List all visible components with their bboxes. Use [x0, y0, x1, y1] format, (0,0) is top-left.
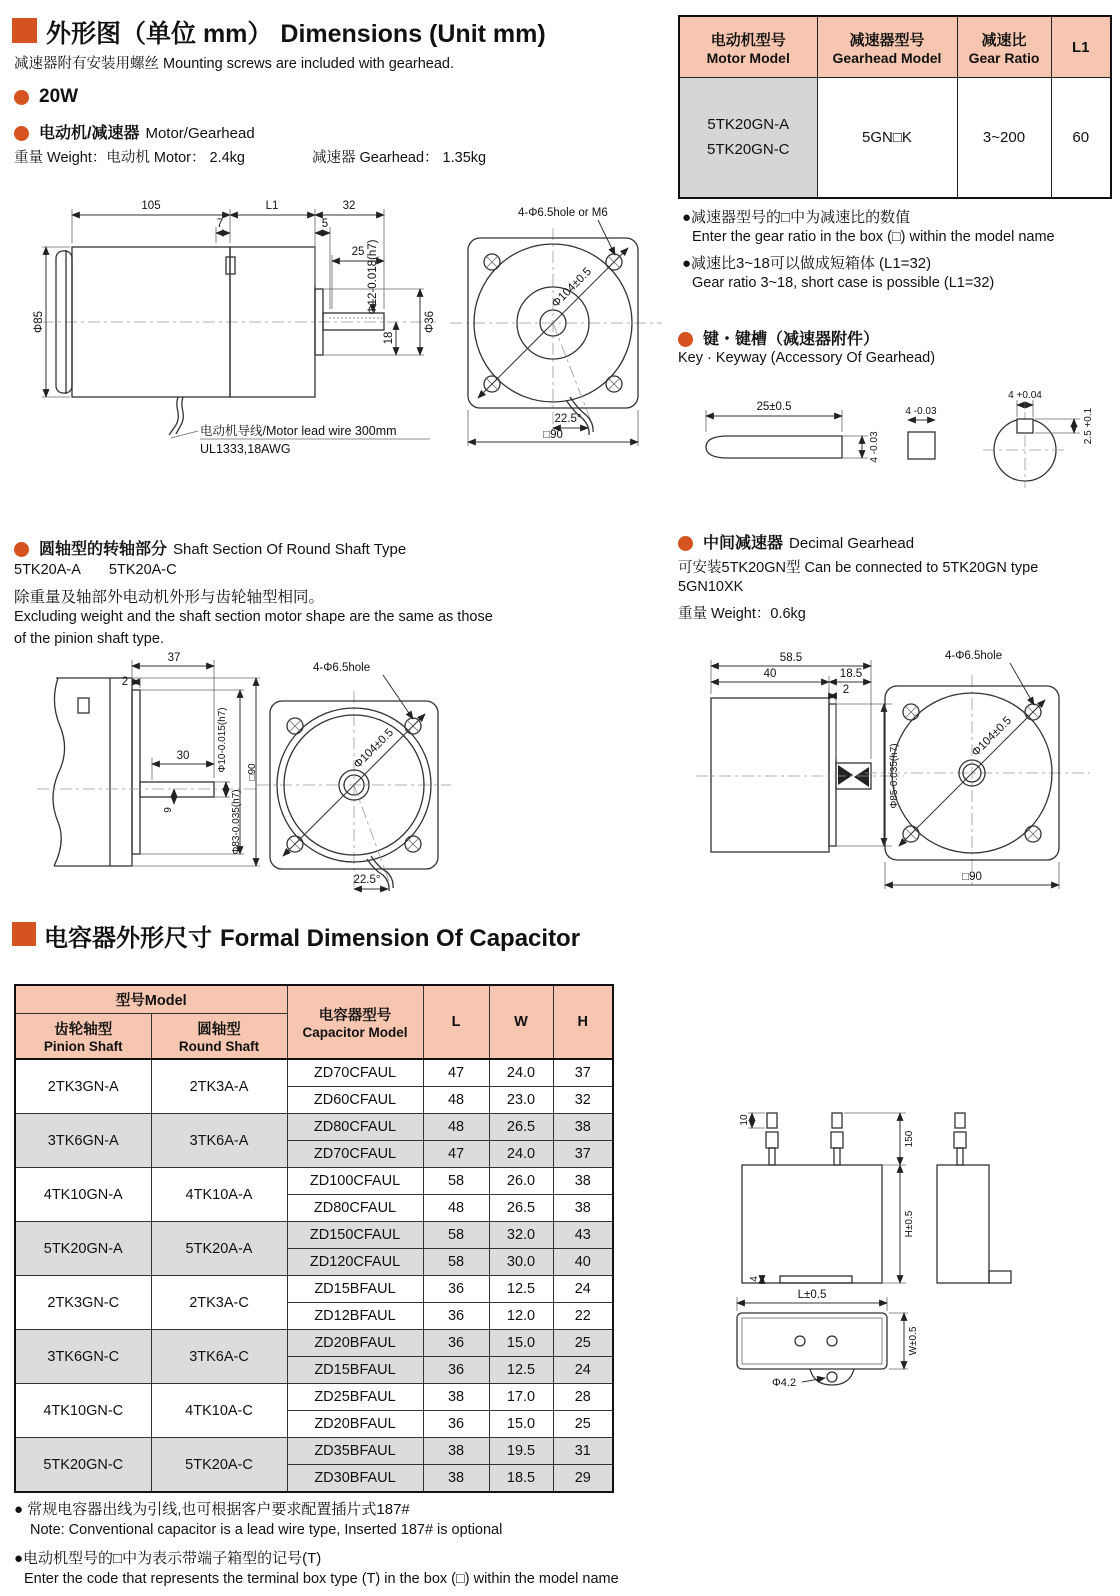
- cell: 12.0: [489, 1303, 553, 1330]
- round-shaft-side-drawing: [22, 652, 262, 897]
- cell: ZD25BFAUL: [287, 1384, 423, 1411]
- dim-label: 18.5: [839, 668, 863, 680]
- dim-label: 40: [763, 668, 777, 680]
- shaft-section-heading: 圆轴型的转轴部分 Shaft Section Of Round Shaft Type: [14, 536, 406, 559]
- dim-label: Φ10-0.015(h7): [217, 707, 228, 773]
- cell: ZD60CFAUL: [287, 1087, 423, 1114]
- cell: 23.0: [489, 1087, 553, 1114]
- cell: ZD100CFAUL: [287, 1168, 423, 1195]
- cell: 26.0: [489, 1168, 553, 1195]
- dim-label: Φ104±0.5: [969, 714, 1015, 760]
- table-row: [15, 1168, 613, 1195]
- cell: 43: [553, 1222, 613, 1249]
- table-header-row: [15, 985, 613, 1013]
- cell: 19.5: [489, 1438, 553, 1465]
- shaft-desc-zh: 除重量及轴部外电动机外形与齿轮轴型相同。: [14, 589, 325, 606]
- cell: 12.5: [489, 1357, 553, 1384]
- dim-label: 4 +0.04: [1008, 390, 1042, 401]
- cell-pinion: 2TK3GN-C: [15, 1276, 151, 1330]
- section-subtitle: 减速器附有安装用螺丝 Mounting screws are included with gearhead.: [14, 56, 454, 72]
- dim-label: 22.5°: [353, 874, 381, 886]
- decimal-weight: 重量 Weight：0.6kg: [678, 606, 806, 622]
- motor-side-drawing: [30, 185, 450, 457]
- cell: 38: [553, 1168, 613, 1195]
- header-gearhead-model: 减速器型号 Gearhead Model: [817, 16, 957, 78]
- key-section-subtitle: Key · Keyway (Accessory Of Gearhead): [678, 350, 936, 366]
- cell: 48: [423, 1087, 489, 1114]
- cell: 12.5: [489, 1276, 553, 1303]
- motor-gearhead-heading: 电动机/减速器 Motor/Gearhead: [14, 120, 255, 143]
- table-row: [15, 1114, 613, 1141]
- weight-gearhead: 减速器 Gearhead： 1.35kg: [312, 150, 487, 166]
- shaft-models: 5TK20A-A 5TK20A-C: [14, 562, 177, 578]
- cell: 24: [553, 1276, 613, 1303]
- footer-note-1-en: Note: Conventional capacitor is a lead wire type, Inserted 187# is optional: [30, 1522, 503, 1538]
- cell: 38: [423, 1465, 489, 1493]
- dim-label: Φ104±0.5: [351, 726, 397, 772]
- spec-note-1-en: Enter the gear ratio in the box (□) within the model name: [692, 229, 1055, 245]
- cell-round: 2TK3A-A: [151, 1059, 287, 1114]
- header-l: L: [423, 985, 489, 1059]
- cell: ZD15BFAUL: [287, 1276, 423, 1303]
- cell: ZD150CFAUL: [287, 1222, 423, 1249]
- shaft-desc-en1: Excluding weight and the shaft section motor shape are the same as those: [14, 609, 493, 625]
- cell: ZD35BFAUL: [287, 1438, 423, 1465]
- dim-label: 4 -0.03: [869, 431, 880, 463]
- cell: ZD80CFAUL: [287, 1114, 423, 1141]
- cell-gear-ratio: 3~200: [957, 78, 1051, 198]
- cell: 36: [423, 1411, 489, 1438]
- cell: 38: [553, 1195, 613, 1222]
- cell: 48: [423, 1114, 489, 1141]
- dim-label: □90: [543, 429, 563, 441]
- dim-label: 32: [342, 200, 356, 212]
- cell-pinion: 3TK6GN-A: [15, 1114, 151, 1168]
- decimal-desc: 可安装5TK20GN型 Can be connected to 5TK20GN type: [678, 560, 1039, 576]
- dim-label: 2: [842, 684, 850, 696]
- header-l1: L1: [1051, 16, 1111, 78]
- cell: 17.0: [489, 1384, 553, 1411]
- cell: 48: [423, 1195, 489, 1222]
- cell: 36: [423, 1330, 489, 1357]
- table-row: [15, 1059, 613, 1087]
- cell: 24: [553, 1357, 613, 1384]
- cell: 26.5: [489, 1195, 553, 1222]
- key-keyway-drawing: [680, 374, 1110, 492]
- cell-pinion: 5TK20GN-A: [15, 1222, 151, 1276]
- cell: 40: [553, 1249, 613, 1276]
- holes-label: 4-Φ6.5hole or M6: [518, 207, 608, 219]
- dim-label: 25±0.5: [756, 401, 792, 413]
- cell: 36: [423, 1303, 489, 1330]
- dim-label: W±0.5: [908, 1326, 919, 1356]
- cell-round: 4TK10A-C: [151, 1384, 287, 1438]
- table-row: [15, 1438, 613, 1465]
- cell: 38: [423, 1384, 489, 1411]
- weight-motor: 重量 Weight：电动机 Motor： 2.4kg: [14, 150, 245, 166]
- holes-label: 4-Φ6.5hole: [313, 662, 371, 674]
- lead-wire-spec: UL1333,18AWG: [200, 442, 291, 456]
- spec-note-2-zh: ●减速比3~18可以做成短箱体 (L1=32): [682, 255, 932, 272]
- spec-note-2-en: Gear ratio 3~18, short case is possible (L1=32): [692, 275, 995, 291]
- cell: ZD15BFAUL: [287, 1357, 423, 1384]
- cell: 37: [553, 1059, 613, 1087]
- footer-note-2-en: Enter the code that represents the terminal box type (T) in the box (□) within the model name: [24, 1571, 619, 1587]
- header-pinion-shaft: 齿轮轴型 Pinion Shaft: [15, 1013, 151, 1059]
- table-row: [15, 1384, 613, 1411]
- dim-label: 4: [749, 1276, 760, 1282]
- cell: 38: [553, 1114, 613, 1141]
- cell: 36: [423, 1276, 489, 1303]
- round-shaft-front-drawing: [255, 655, 455, 900]
- cell-pinion: 4TK10GN-A: [15, 1168, 151, 1222]
- table-row: [15, 1222, 613, 1249]
- dim-label: 37: [167, 652, 181, 664]
- dim-label: L1: [265, 200, 279, 212]
- cell-l1: 60: [1051, 78, 1111, 198]
- cell: ZD80CFAUL: [287, 1195, 423, 1222]
- cell: 37: [553, 1141, 613, 1168]
- dim-label: 105: [141, 200, 161, 212]
- spec-note-1-zh: ●减速器型号的□中为减速比的数值: [682, 209, 911, 226]
- dim-label: 4 -0.03: [905, 406, 937, 417]
- cell-round: 2TK3A-C: [151, 1276, 287, 1330]
- dim-label: 2.5 +0.1: [1083, 407, 1094, 445]
- dim-label: 10: [739, 1114, 750, 1126]
- table-row: [679, 78, 1111, 198]
- bullet-icon: [678, 332, 693, 347]
- bullet-icon: [678, 536, 693, 551]
- dim-label: Φ85-0.035(h7): [889, 743, 900, 809]
- motor-front-drawing: [448, 200, 666, 450]
- cell: 32.0: [489, 1222, 553, 1249]
- cell-pinion: 3TK6GN-C: [15, 1330, 151, 1384]
- dim-label: 150: [904, 1130, 915, 1148]
- dim-label: 25: [351, 246, 365, 258]
- dim-label: □90: [247, 763, 258, 781]
- cell: ZD20BFAUL: [287, 1330, 423, 1357]
- dim-label: 58.5: [779, 652, 803, 664]
- dim-label: 22.5°: [554, 413, 582, 425]
- key-section-heading: 键・键槽（减速器附件）: [678, 326, 879, 349]
- header-w: W: [489, 985, 553, 1059]
- cell-round: 4TK10A-A: [151, 1168, 287, 1222]
- bullet-icon: [14, 542, 29, 557]
- cell: 31: [553, 1438, 613, 1465]
- cell: 36: [423, 1357, 489, 1384]
- cell: ZD20BFAUL: [287, 1411, 423, 1438]
- holes-label: 4-Φ6.5hole: [945, 650, 1003, 662]
- section-marker: [12, 922, 36, 946]
- cell: 47: [423, 1141, 489, 1168]
- cell: ZD120CFAUL: [287, 1249, 423, 1276]
- cell-round: 3TK6A-A: [151, 1114, 287, 1168]
- table-row: [15, 1330, 613, 1357]
- capacitor-drawing: [692, 1085, 1022, 1390]
- cell-pinion: 4TK10GN-C: [15, 1384, 151, 1438]
- header-capacitor-model: 电容器型号 Capacitor Model: [287, 985, 423, 1059]
- cell: 32: [553, 1087, 613, 1114]
- cell: 22: [553, 1303, 613, 1330]
- dim-label: 5: [321, 218, 329, 230]
- cell: 25: [553, 1411, 613, 1438]
- cell: ZD70CFAUL: [287, 1059, 423, 1087]
- cell: ZD30BFAUL: [287, 1465, 423, 1493]
- cell-pinion: 2TK3GN-A: [15, 1059, 151, 1114]
- page-title-en: Dimensions (Unit mm): [280, 20, 546, 48]
- dim-label: L±0.5: [797, 1289, 827, 1301]
- dim-label: Φ83-0.035(h7): [231, 789, 242, 855]
- table-header-row: [679, 16, 1111, 78]
- footer-note-1-zh: ● 常规电容器出线为引线,也可根据客户要求配置插片式187#: [14, 1501, 410, 1518]
- cell: ZD70CFAUL: [287, 1141, 423, 1168]
- dim-label: Φ85: [33, 311, 45, 333]
- dim-label: 7: [216, 218, 224, 230]
- cell-round: 3TK6A-C: [151, 1330, 287, 1384]
- header-gear-ratio: 减速比 Gear Ratio: [957, 16, 1051, 78]
- dim-label: 2: [121, 676, 129, 688]
- lead-wire-label: 电动机导线/Motor lead wire 300mm: [200, 424, 397, 438]
- cell: ZD12BFAUL: [287, 1303, 423, 1330]
- cell: 47: [423, 1059, 489, 1087]
- dim-label: Φ12-0.018(h7): [367, 239, 379, 315]
- cell: 58: [423, 1168, 489, 1195]
- cell: 24.0: [489, 1059, 553, 1087]
- cell: 15.0: [489, 1330, 553, 1357]
- bullet-icon: [14, 90, 29, 105]
- dim-label: □90: [962, 871, 982, 883]
- header-model-group: 型号Model: [15, 985, 287, 1013]
- cell-pinion: 5TK20GN-C: [15, 1438, 151, 1493]
- shaft-desc-en2: of the pinion shaft type.: [14, 631, 164, 647]
- section-marker: [12, 18, 37, 43]
- dim-label: 30: [176, 750, 190, 762]
- capacitor-terminals: [766, 1113, 966, 1165]
- cell: 26.5: [489, 1114, 553, 1141]
- capacitor-table: [14, 984, 614, 1493]
- dim-label: 18: [383, 331, 395, 345]
- header-h: H: [553, 985, 613, 1059]
- dim-label: 9: [163, 807, 174, 813]
- header-motor-model: 电动机型号 Motor Model: [679, 16, 817, 78]
- table-row: [15, 1276, 613, 1303]
- decimal-section-heading: 中间减速器 Decimal Gearhead: [678, 530, 914, 553]
- cell: 30.0: [489, 1249, 553, 1276]
- gearhead-spec-table: [678, 15, 1112, 199]
- cell: 18.5: [489, 1465, 553, 1493]
- cell: 28: [553, 1384, 613, 1411]
- footer-note-2-zh: ●电动机型号的□中为表示带端子箱型的记号(T): [14, 1550, 322, 1567]
- cell: 38: [423, 1438, 489, 1465]
- cell: 58: [423, 1222, 489, 1249]
- cell-gearhead-model: 5GN□K: [817, 78, 957, 198]
- page-title: [46, 14, 546, 50]
- cell: 24.0: [489, 1141, 553, 1168]
- cell: 58: [423, 1249, 489, 1276]
- bullet-icon: [14, 126, 29, 141]
- header-round-shaft: 圆轴型 Round Shaft: [151, 1013, 287, 1059]
- cell: 29: [553, 1465, 613, 1493]
- decimal-model: 5GN10XK: [678, 579, 744, 595]
- capacitor-section-title: 电容器外形尺寸 Formal Dimension Of Capacitor: [44, 925, 581, 952]
- decimal-front-drawing: [860, 645, 1095, 895]
- cell: 15.0: [489, 1411, 553, 1438]
- hole-label: Φ4.2: [772, 1377, 797, 1389]
- cell: 25: [553, 1330, 613, 1357]
- page-title-zh: 外形图（单位 mm）: [46, 20, 273, 48]
- cell-round: 5TK20A-C: [151, 1438, 287, 1493]
- cell-motor-models: 5TK20GN-A 5TK20GN-C: [679, 78, 817, 198]
- power-rating: 20W: [14, 86, 78, 108]
- dim-label: Φ104±0.5: [549, 265, 595, 311]
- dim-label: Φ36: [424, 311, 436, 333]
- cell-round: 5TK20A-A: [151, 1222, 287, 1276]
- dim-label: H±0.5: [904, 1210, 915, 1238]
